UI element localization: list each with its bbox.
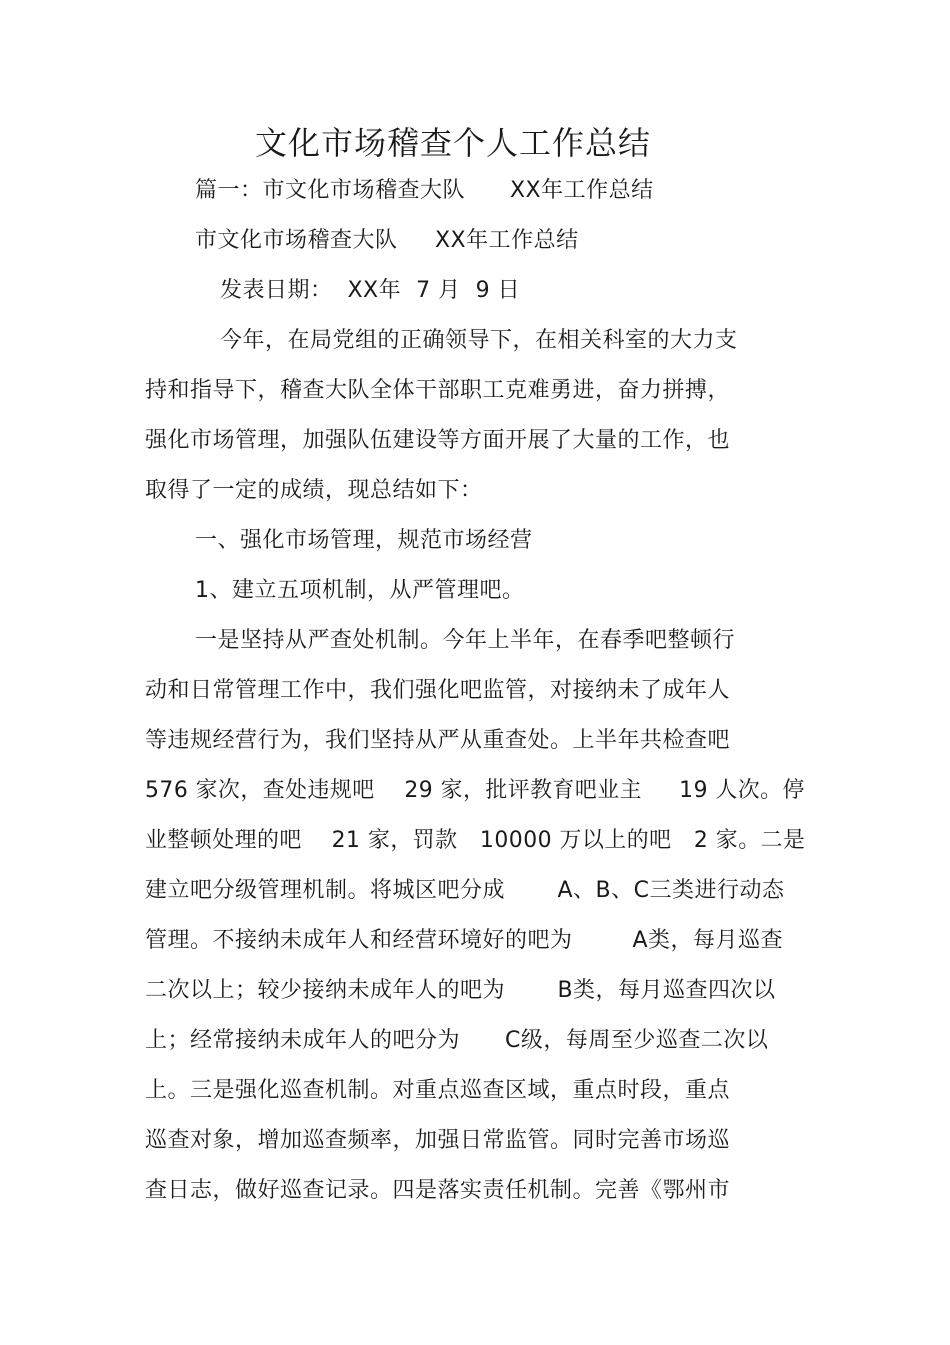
paragraph-line: 管理。不接纳未成年人和经营环境好的吧为 A类，每月巡查 <box>145 928 783 953</box>
paragraph-line: 业整顿处理的吧 21 家，罚款 10000 万以上的吧 2 家。二是 <box>145 828 806 853</box>
paragraph-line: 巡查对象，增加巡查频率，加强日常监管。同时完善市场巡 <box>145 1128 731 1153</box>
paragraph-line: 查日志，做好巡查记录。四是落实责任机制。完善《鄂州市 <box>145 1178 731 1203</box>
heading-line: 市文化市场稽查大队 XX年工作总结 <box>195 228 579 253</box>
paragraph-line: 二次以上；较少接纳未成年人的吧为 B类，每月巡查四次以 <box>145 978 776 1003</box>
paragraph-line: 等违规经营行为，我们坚持从严从重查处。上半年共检查吧 <box>145 728 731 753</box>
paragraph-line: 强化市场管理，加强队伍建设等方面开展了大量的工作，也 <box>145 428 731 453</box>
paragraph-line: 一是坚持从严查处机制。今年上半年，在春季吧整顿行 <box>195 628 736 653</box>
paragraph-line: 取得了一定的成绩，现总结如下： <box>145 478 483 503</box>
date-line: 发表日期： XX年 7 月 9 日 <box>220 278 521 303</box>
paragraph-line: 上；经常接纳未成年人的吧分为 C级，每周至少巡查二次以 <box>145 1028 769 1053</box>
subtitle-line: 篇一：市文化市场稽查大队 XX年工作总结 <box>195 178 654 203</box>
section-heading: 一、强化市场管理，规范市场经营 <box>195 528 533 553</box>
paragraph-line: 上。三是强化巡查机制。对重点巡查区域，重点时段，重点 <box>145 1078 731 1103</box>
paragraph-line: 持和指导下，稽查大队全体干部职工克难勇进，奋力拼搏， <box>145 378 731 403</box>
paragraph-line: 动和日常管理工作中，我们强化吧监管，对接纳未了成年人 <box>145 678 731 703</box>
document-title: 文化市场稽查个人工作总结 <box>254 124 651 162</box>
paragraph-line: 576 家次，查处违规吧 29 家，批评教育吧业主 19 人次。停 <box>145 778 805 803</box>
paragraph-line: 建立吧分级管理机制。将城区吧分成 A、B、C三类进行动态 <box>145 878 785 903</box>
paragraph-line: 今年，在局党组的正确领导下，在相关科室的大力支 <box>220 328 738 353</box>
subsection-heading: 1、建立五项机制，从严管理吧。 <box>195 578 525 603</box>
